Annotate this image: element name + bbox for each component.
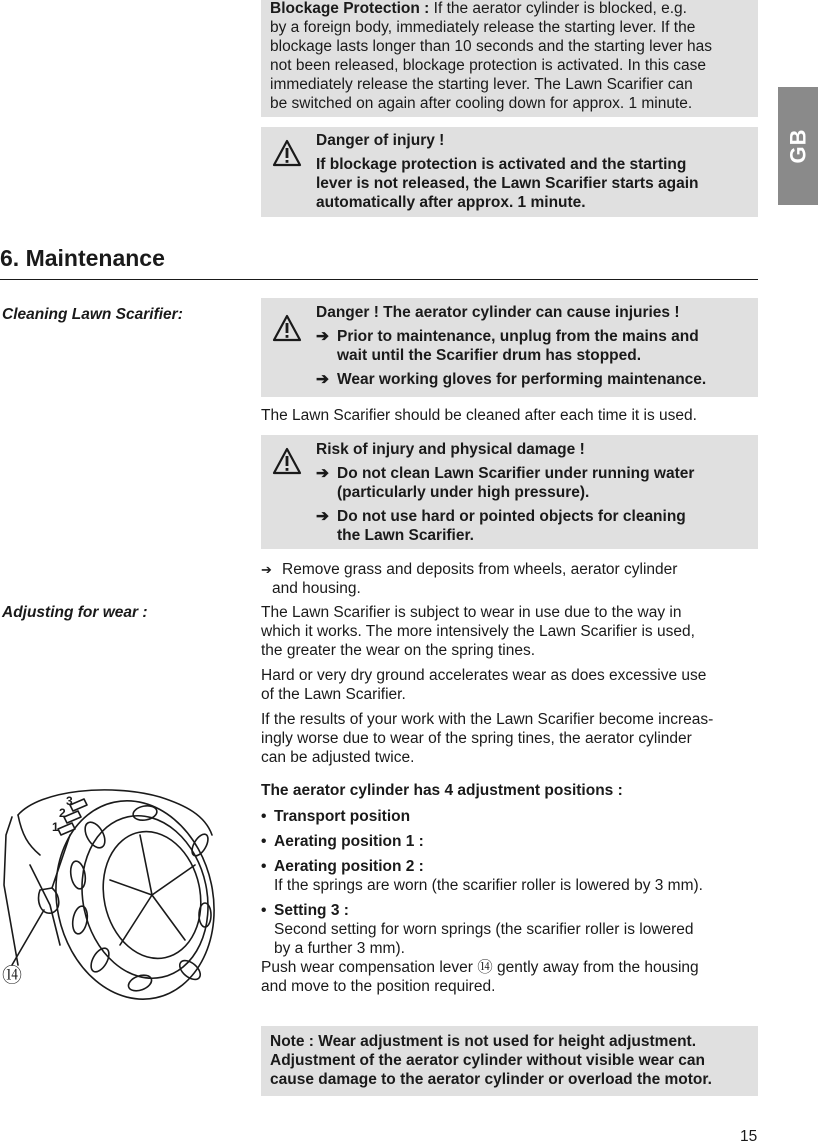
blockage-line: not been released, blockage protection is activated. In this case bbox=[270, 57, 706, 74]
position-label: 2 bbox=[59, 806, 66, 820]
danger-line: automatically after approx. 1 minute. bbox=[316, 194, 586, 211]
page-number: 15 bbox=[740, 1128, 758, 1145]
risk-title: Risk of injury and physical damage ! bbox=[316, 441, 585, 458]
section-title: 6. Maintenance bbox=[0, 245, 165, 271]
position-label: 3 bbox=[66, 794, 73, 808]
blockage-line: immediately release the starting lever. The Lawn Scarifier can bbox=[270, 76, 693, 93]
positions-title: The aerator cylinder has 4 adjustment positions : bbox=[261, 782, 623, 799]
danger-title: Danger of injury ! bbox=[316, 132, 445, 149]
lever-callout: ⑭ bbox=[2, 965, 22, 987]
section-divider bbox=[0, 279, 758, 280]
danger-title: Danger ! The aerator cylinder can cause injuries ! bbox=[316, 304, 680, 321]
list-item: • Setting 3 : bbox=[261, 902, 349, 919]
danger-line: If blockage protection is activated and the starting bbox=[316, 156, 687, 173]
list-item: • Transport position bbox=[261, 808, 411, 825]
arrow-icon: ➔ bbox=[316, 328, 329, 345]
danger-line: lever is not released, the Lawn Scarifier starts again bbox=[316, 175, 699, 192]
arrow-icon: ➔ bbox=[316, 508, 329, 525]
cleaning-text: The Lawn Scarifier should be cleaned after each time it is used. bbox=[261, 407, 697, 424]
risk-damage-box: Risk of injury and physical damage ! ➔ Do not clean Lawn Scarifier under running water (particularly under high pressure). ➔ Do not use hard or pointed objects for cleaning the Lawn Scarifier. bbox=[261, 435, 758, 549]
blockage-protection-box bbox=[261, 0, 758, 117]
warning-triangle-icon bbox=[272, 447, 302, 475]
remove-instruction: ➔ Remove grass and deposits from wheels, aerator cylinder and housing. bbox=[261, 561, 678, 597]
cleaning-label: Cleaning Lawn Scarifier: bbox=[2, 306, 183, 323]
position-label: 1 bbox=[52, 820, 59, 834]
aerator-illustration bbox=[0, 775, 230, 1005]
arrow-icon: ➔ bbox=[261, 562, 272, 577]
list-item: • Aerating position 2 : bbox=[261, 858, 424, 875]
positions-list: The aerator cylinder has 4 adjustment positions : • Transport position • Aerating position 1 : • Aerating position 2 : If the springs are worn (the scarifier roller is lowered by 3 mm). • Setting 3 : Second setting for worn springs (the scarifier roller is lowered by a further 3 mm). Push wear compensation lever ⑭ gently away from the housing and move to the position required. bbox=[261, 781, 758, 996]
danger-aerator-box: Danger ! The aerator cylinder can cause injuries ! ➔ Prior to maintenance, unplug from the mains and wait until the Scarifier drum has stopped. ➔ Wear working gloves for performing maintenance. bbox=[261, 298, 758, 397]
arrow-icon: ➔ bbox=[316, 465, 329, 482]
blockage-line: by a foreign body, immediately release the starting lever. If the bbox=[270, 19, 696, 36]
list-item: • Aerating position 1 : bbox=[261, 833, 424, 850]
language-tab: GB bbox=[778, 87, 818, 205]
blockage-title: Blockage Protection : bbox=[270, 0, 430, 17]
blockage-line: blockage lasts longer than 10 seconds and the starting lever has bbox=[270, 38, 713, 55]
blockage-first-line: Blockage Protection : If the aerator cylinder is blocked, e.g. bbox=[270, 0, 687, 17]
wear-paragraphs: The Lawn Scarifier is subject to wear in use due to the way in which it works. The more intensively the Lawn Scarifier is used, the greater the wear on the spring tines. Hard or very dry ground accelerates wear as does excessive use of the Lawn Scarifier. If the results of your work with the Lawn Scarifier become increas- ingly worse due to wear of the spring tines, the aerator cylinder can be adjusted twice. bbox=[261, 604, 714, 766]
arrow-icon: ➔ bbox=[316, 371, 329, 388]
blockage-line: be switched on again after cooling down for approx. 1 minute. bbox=[270, 95, 693, 112]
warning-triangle-icon bbox=[272, 139, 302, 167]
note-box: Note : Wear adjustment is not used for height adjustment. Adjustment of the aerator cylinder without visible wear can cause damage to the aerator cylinder or overload the motor. bbox=[261, 1026, 758, 1096]
danger-injury-box bbox=[261, 127, 758, 217]
warning-triangle-icon bbox=[272, 314, 302, 342]
wear-label: Adjusting for wear : bbox=[2, 604, 148, 621]
